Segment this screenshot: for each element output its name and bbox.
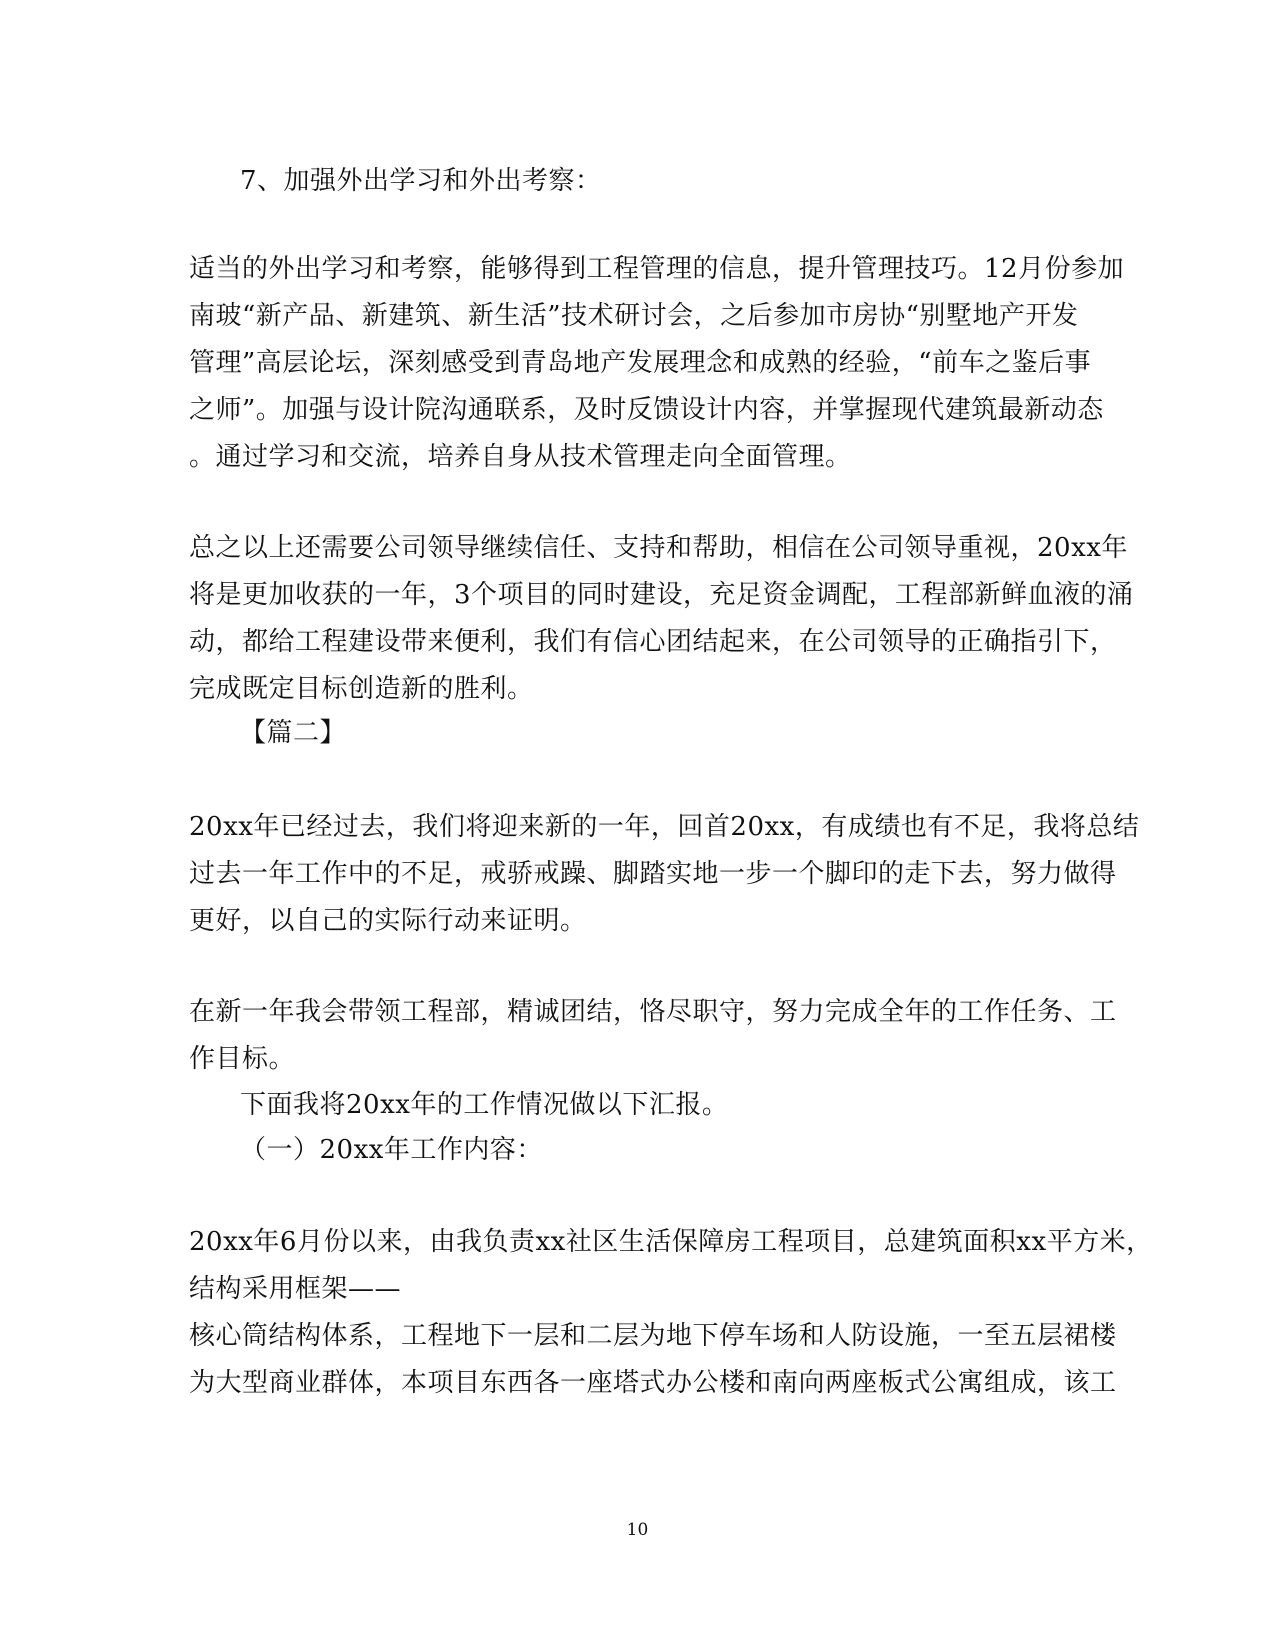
paragraph-line: 为大型商业群体，本项目东西各一座塔式办公楼和南向两座板式公寓组成，该工 — [189, 1368, 1117, 1398]
paragraph-line: 结构采用框架—— — [189, 1274, 402, 1304]
paragraph-line: 总之以上还需要公司领导继续信任、支持和帮助，相信在公司领导重视，20xx年 — [189, 533, 1128, 563]
page-number: 10 — [626, 1520, 649, 1540]
paragraph-line: 动，都给工程建设带来便利，我们有信心团结起来，在公司领导的正确指引下， — [189, 627, 1117, 657]
paragraph-line: 更好，以自己的实际行动来证明。 — [189, 906, 587, 936]
paragraph-line: 将是更加收获的一年，3个项目的同时建设，充足资金调配，工程部新鲜血液的涌 — [189, 580, 1134, 610]
paragraph-line: 过去一年工作中的不足，戒骄戒躁、脚踏实地一步一个脚印的走下去，努力做得 — [189, 859, 1117, 889]
paragraph-line: 20xx年6月份以来，由我负责xx社区生活保障房工程项目，总建筑面积xx平方米， — [189, 1227, 1153, 1257]
paragraph-line: 之师”。加强与设计院沟通联系，及时反馈设计内容，并掌握现代建筑最新动态 — [189, 395, 1104, 425]
section-heading-part-two: 【篇二】 — [240, 718, 347, 748]
report-intro-line: 下面我将20xx年的工作情况做以下汇报。 — [240, 1090, 729, 1120]
paragraph-line: 作目标。 — [189, 1044, 296, 1074]
paragraph-line: 。通过学习和交流，培养自身从技术管理走向全面管理。 — [189, 442, 852, 472]
paragraph-line: 核心筒结构体系，工程地下一层和二层为地下停车场和人防设施，一至五层裙楼 — [189, 1321, 1117, 1351]
paragraph-line: 完成既定目标创造新的胜利。 — [189, 674, 534, 704]
subsection-heading: （一）20xx年工作内容： — [240, 1135, 543, 1165]
section-heading-7: 7、加强外出学习和外出考察： — [240, 166, 602, 196]
paragraph-line: 在新一年我会带领工程部，精诚团结，恪尽职守，努力完成全年的工作任务、工 — [189, 997, 1117, 1027]
paragraph-line: 管理”高层论坛，深刻感受到青岛地产发展理念和成熟的经验，“前车之鉴后事 — [189, 348, 1092, 378]
paragraph-line: 南玻“新产品、新建筑、新生活”技术研讨会，之后参加市房协“别墅地产开发 — [189, 301, 1079, 331]
paragraph-line: 适当的外出学习和考察，能够得到工程管理的信息，提升管理技巧。12月份参加 — [189, 254, 1125, 284]
paragraph-line: 20xx年已经过去，我们将迎来新的一年，回首20xx，有成绩也有不足，我将总结 — [189, 812, 1140, 842]
